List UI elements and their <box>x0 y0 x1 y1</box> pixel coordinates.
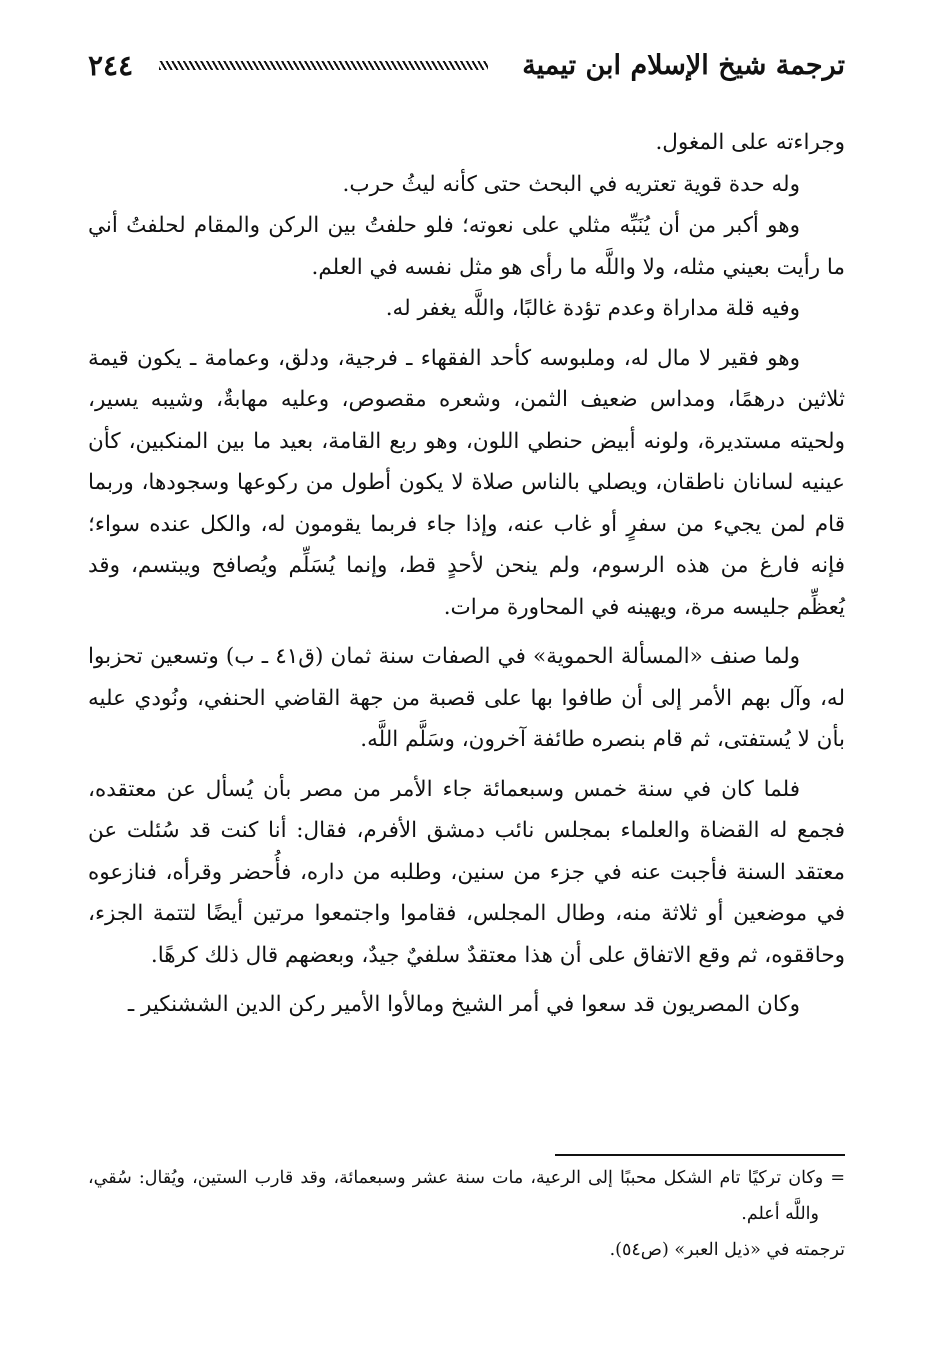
page-header <box>88 40 845 90</box>
paragraph: وكان المصريون قد سعوا في أمر الشيخ ومالأوا الأمير ركن الدين الششنكير ـ <box>127 992 800 1017</box>
page-number: ٢٤٤ <box>88 48 134 82</box>
paragraph: ولما صنف «المسألة الحموية» في الصفات سنة ثمان (ق٤١ ـ ب) وتسعين تحزبوا له، وآل بهم الأمر إلى أن طافوا بها على قصبة من جهة القاضي الحنفي، ونُودي عليه بأن لا يُستفتى، ثم قام بنصره طائفة آخرون، وسَلَّم اللَّه. <box>88 644 846 752</box>
paragraph: وله حدة قوية تعتريه في البحث حتى كأنه ليثُ حرب. <box>342 171 800 197</box>
header-decorative-rule <box>159 61 488 70</box>
main-text <box>88 122 845 1026</box>
paragraph: وفيه قلة مداراة وعدم تؤدة غالبًا، واللَّه يغفر له. <box>385 296 800 321</box>
paragraph: وجراءته على المغول. <box>655 130 845 155</box>
footnote-separator <box>555 1154 845 1156</box>
running-title: ترجمة شيخ الإسلام ابن تيمية <box>522 49 845 81</box>
paragraph: فلما كان في سنة خمس وسبعمائة جاء الأمر من مصر بأن يُسأل عن معتقده، فجمع له القضاة والعلماء بمجلس نائب دمشق الأفرم، فقال: أنا كنت قد سُئلت عن معتقد السنة فأجبت عنه في جزء من سنين، وطلبه من داره، فأُحضر وقرأه، فنازعوه في موضعين أو ثلاثة منه، وطال المجلس، فقاموا واجتمعوا مرتين أيضًا لتتمة الجزء، وحاققوه، ثم وقع الاتفاق على أن هذا معتقدٌ سلفيٌ جيدٌ، وبعضهم قال ذلك كرهًا. <box>88 776 845 968</box>
paragraph: وهو فقير لا مال له، وملبوسه كأحد الفقهاء ـ فرجية، ودلق، وعمامة ـ يكون قيمة ثلاثين درهمًا، ومداس ضعيف الثمن، وشعره مقصوص، وعليه مهابةٌ، وشيبه يسير، ولحيته مستديرة، ولونه أبيض حنطي اللون، وهو ربع القامة، بعيد ما بين المنكبين، كأن عينيه لسانان ناطقان، ويصلي بالناس صلاة لا يكون أطول من ركوعها وسجودها، وربما قام لمن يجيء من سفرٍ أو غاب عنه، وإذا جاء فربما يقومون له، والكل عنده سواء؛ فإنه فارغ من هذه الرسوم، ولم ينحن لأحدٍ قط، وإنما يُسَلِّم ويُصافح ويبتسم، وقد يُعظِّم جليسه مرة، ويهينه في المحاورة مرات. <box>88 345 845 620</box>
paragraph: وهو أكبر من أن يُنَبِّه مثلي على نعوته؛ فلو حلفتُ بين الركن والمقام لحلفتُ أني ما رأيت بعيني مثله، ولا واللَّه ما رأى هو مثل نفسه في العلم. <box>88 213 845 280</box>
footnote: ترجمته في «ذيل العبر» (ص٥٤). <box>609 1240 845 1260</box>
footnotes <box>88 1160 845 1268</box>
footnote: = وكان تركيًا تام الشكل محببًا إلى الرعية، مات سنة عشر وسبعمائة، وقد قارب الستين، ويُقال: سُقي، واللَّه أعلم. <box>88 1168 845 1224</box>
